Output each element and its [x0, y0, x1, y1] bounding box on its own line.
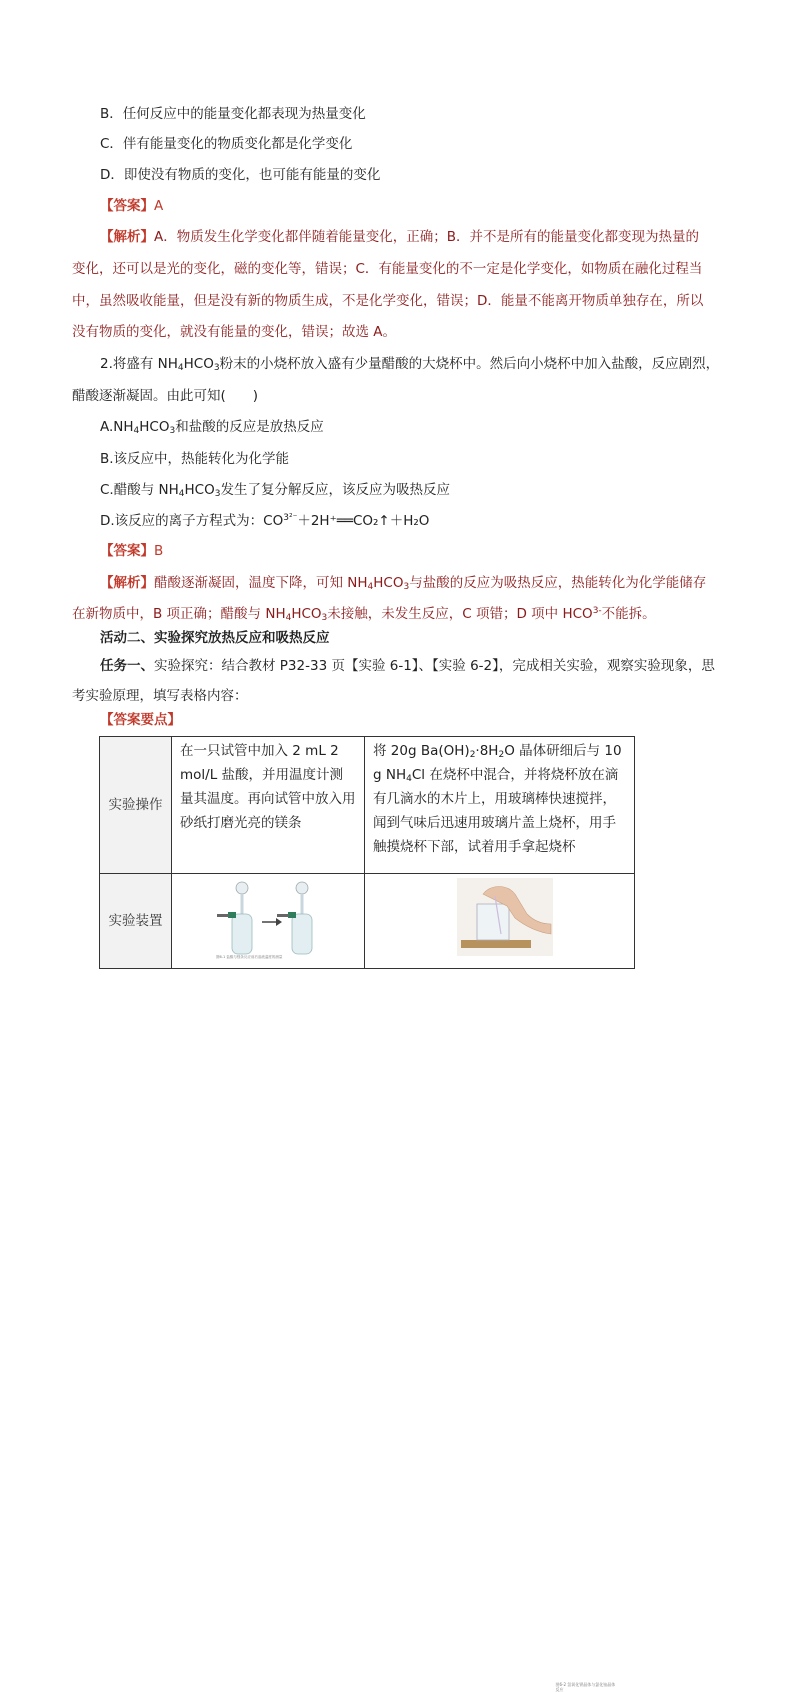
cell-text: 将 20g Ba(OH) [373, 743, 470, 759]
subscript: 2 [469, 750, 476, 760]
analysis-text: 不能拆。 [601, 606, 656, 622]
analysis-text: 未接触，未发生反应，C 项错；D 项中 HCO [327, 606, 593, 622]
opt-text: C.醋酸与 NH [100, 482, 179, 498]
test-tube-left [217, 882, 252, 954]
subscript: 4 [133, 426, 140, 436]
subscript: 4 [406, 774, 412, 784]
superscript: 3²⁻ [283, 513, 298, 523]
test-tube-figure [172, 874, 364, 960]
task-1-line-1 [100, 656, 715, 676]
subscript: 3 [214, 489, 221, 499]
answer-2 [100, 541, 163, 561]
analysis-1-line-1 [100, 227, 699, 247]
q2-option-a [100, 417, 324, 437]
formula-text: HCO [184, 482, 215, 498]
analysis-text: 在新物质中，B 项正确；醋酸与 NH [72, 606, 286, 622]
analysis-tag: 【解析】 [100, 575, 154, 591]
superscript: 3- [592, 606, 602, 616]
subscript: 3 [169, 426, 176, 436]
opt-text: ＋2H⁺══CO₂↑＋H₂O [297, 513, 430, 529]
subscript: 4 [177, 363, 184, 373]
analysis-1-line-2: 变化，还可以是光的变化，磁的变化等，错误；C．有能量变化的不一定是化学变化，如物质在融化过程当 [72, 261, 703, 277]
beaker-caption: 图6-2 氢氧化钡晶体与氯化铵晶体反应 [555, 1681, 616, 1692]
analysis-text: A．物质发生化学变化都伴随着能量变化，正确；B．并不是所有的能量变化都变现为热量的 [154, 229, 699, 245]
row-head-apparatus: 实验装置 [100, 874, 172, 969]
cell-text: O 晶体研细后与 10g NH [373, 743, 622, 783]
option-c: C．伴有能量变化的物质变化都是化学变化 [100, 136, 353, 152]
analysis-2-line-1 [100, 573, 706, 593]
subscript: 2 [498, 750, 505, 760]
operation-cell-1: 在一只试管中加入 2 mL 2 mol/L 盐酸，并用温度计测量其温度。再向试管中放入用砂纸打磨光亮的镁条 [172, 737, 365, 874]
activity-2-title: 活动二、实验探究放热反应和吸热反应 [100, 630, 330, 646]
formula-text: HCO [183, 356, 214, 372]
analysis-text: 醋酸逐渐凝固，温度下降，可知 NH [154, 575, 368, 591]
apparatus-cell-2 [365, 874, 635, 1692]
subscript: 3 [213, 363, 220, 373]
analysis-1-line-4: 没有物质的变化，就没有能量的变化，错误；故选 A。 [72, 324, 397, 340]
cell-text: ·8H [475, 743, 499, 759]
answer-1 [100, 196, 163, 216]
table-row [100, 737, 635, 874]
answer-tag: 【答案】 [100, 543, 154, 559]
question-2-line-1 [100, 354, 719, 374]
answer-tag: 【答案】 [100, 198, 154, 214]
q2-option-d [100, 511, 429, 531]
cell-text: Cl 在烧杯中混合，并将烧杯放在滴有几滴水的木片上，用玻璃棒快速搅拌，闻到气味后迅速用玻璃片盖上烧杯，用手触摸烧杯下部，试着用手拿起烧杯 [373, 767, 619, 855]
apparatus-cell-1 [172, 874, 365, 969]
subscript: 3 [403, 582, 410, 592]
option-d: D．即使没有物质的变化，也可能有能量的变化 [100, 167, 381, 183]
q2-text: 粉末的小烧杯放入盛有少量醋酸的大烧杯中。然后向小烧杯中加入盐酸，反应剧烈， [219, 356, 720, 372]
task-1-line-2: 考实验原理，填写表格内容： [72, 688, 248, 704]
analysis-2-line-2 [72, 604, 656, 624]
table-row [100, 874, 635, 969]
opt-text: D.该反应的离子方程式为：CO [100, 513, 284, 529]
operation-cell-2 [365, 737, 635, 874]
beaker-photo [457, 878, 553, 956]
subscript: 4 [285, 613, 292, 623]
answer-value: B [154, 543, 164, 559]
subscript: 3 [321, 613, 328, 623]
formula-text: HCO [139, 419, 170, 435]
beaker-figure [365, 874, 633, 960]
test-tube-right [277, 882, 312, 954]
analysis-1-line-3: 中，虽然吸收能量，但是没有新的物质生成，不是化学变化，错误；D．能量不能离开物质单独存在，所以 [72, 293, 704, 309]
subscript: 4 [367, 582, 374, 592]
analysis-tag: 【解析】 [100, 229, 154, 245]
opt-text: 和盐酸的反应是放热反应 [175, 419, 324, 435]
answer-points-tag: 【答案要点】 [100, 712, 181, 728]
formula-text: HCO [373, 575, 404, 591]
analysis-text: 与盐酸的反应为吸热反应，热能转化为化学能储存 [409, 575, 707, 591]
q2-text: 2.将盛有 NH [100, 356, 178, 372]
opt-text: 发生了复分解反应，该反应为吸热反应 [220, 482, 450, 498]
answer-value: A [154, 198, 164, 214]
subscript: 4 [178, 489, 185, 499]
q2-option-c [100, 480, 450, 500]
question-2-line-2: 醋酸逐渐凝固。由此可知( ) [72, 388, 259, 404]
opt-text: A.NH [100, 419, 134, 435]
figure-caption: 图6-1 盐酸与镁条反应前后溶液温度的测量 [216, 955, 283, 959]
row-head-operation: 实验操作 [100, 737, 172, 874]
formula-text: HCO [291, 606, 322, 622]
answer-points [100, 710, 181, 730]
q2-option-b: B.该反应中，热能转化为化学能 [100, 451, 290, 467]
experiment-table [99, 736, 635, 1692]
arrow-icon [262, 918, 282, 926]
option-b: B．任何反应中的能量变化都表现为热量变化 [100, 106, 366, 122]
task-label: 任务一、 [100, 658, 154, 674]
task-text: 实验探究：结合教材 P32-33 页【实验 6-1】、【实验 6-2】，完成相关实验，观察实验现象，思 [154, 658, 715, 674]
